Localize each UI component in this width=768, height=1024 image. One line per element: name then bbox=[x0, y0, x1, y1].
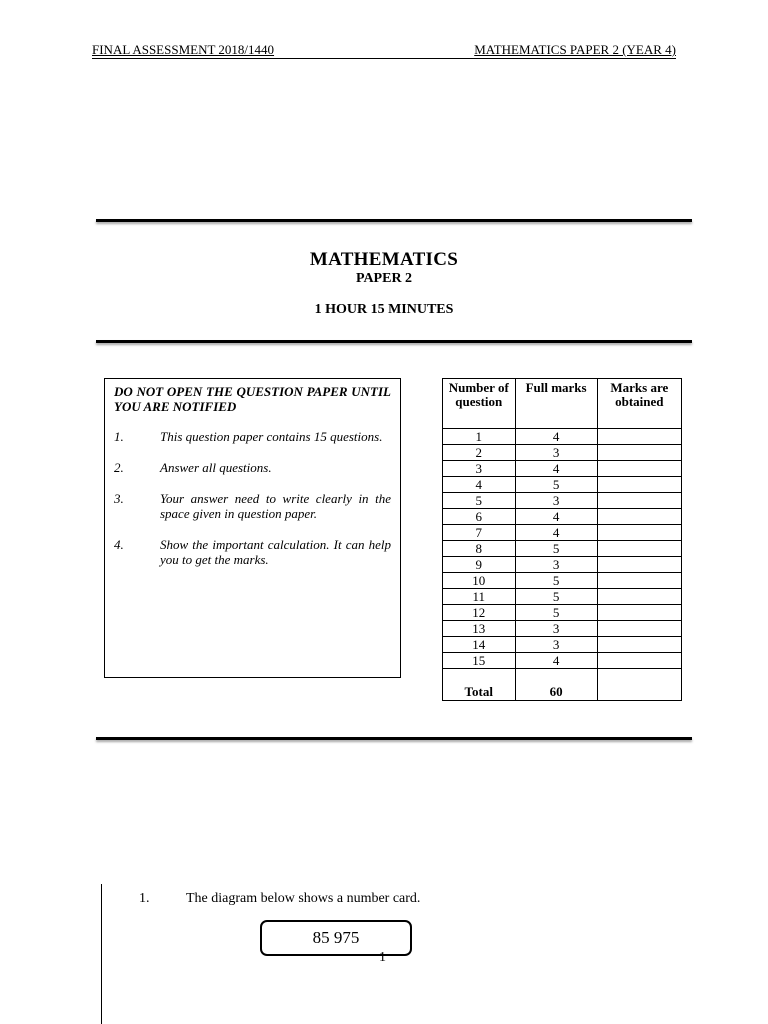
divider-top bbox=[96, 219, 692, 222]
instruction-text: This question paper contains 15 questions. bbox=[160, 429, 383, 444]
full-marks-cell: 3 bbox=[515, 637, 597, 653]
full-marks-cell: 3 bbox=[515, 557, 597, 573]
marks-obtained-cell[interactable] bbox=[597, 605, 681, 621]
full-marks-cell: 4 bbox=[515, 509, 597, 525]
question-text: The diagram below shows a number card. bbox=[186, 891, 421, 906]
full-marks-cell: 3 bbox=[515, 493, 597, 509]
instruction-text: Show the important calculation. It can help you to get the marks. bbox=[160, 537, 391, 567]
instructions-box bbox=[104, 378, 401, 678]
question-number-cell: 6 bbox=[443, 509, 516, 525]
question-number-cell: 10 bbox=[443, 573, 516, 589]
full-marks-cell: 4 bbox=[515, 525, 597, 541]
instruction-item bbox=[114, 537, 391, 567]
question-number-cell: 3 bbox=[443, 461, 516, 477]
header-marks-obtained: Marks are obtained bbox=[597, 379, 681, 429]
table-row bbox=[443, 605, 682, 621]
question-number-cell: 11 bbox=[443, 589, 516, 605]
full-marks-cell: 5 bbox=[515, 605, 597, 621]
total-obtained-cell[interactable] bbox=[597, 669, 681, 701]
total-value: 60 bbox=[515, 669, 597, 701]
table-row bbox=[443, 557, 682, 573]
marks-obtained-cell[interactable] bbox=[597, 557, 681, 573]
instruction-number: 4. bbox=[114, 537, 124, 552]
table-row bbox=[443, 509, 682, 525]
table-row bbox=[443, 525, 682, 541]
question-number-cell: 4 bbox=[443, 477, 516, 493]
instruction-text: Answer all questions. bbox=[160, 460, 272, 475]
question-number-cell: 2 bbox=[443, 445, 516, 461]
question-number-cell: 12 bbox=[443, 605, 516, 621]
margin-line bbox=[101, 884, 102, 1024]
marks-obtained-cell[interactable] bbox=[597, 493, 681, 509]
marks-table-body bbox=[443, 429, 682, 701]
page-number: 1 bbox=[379, 950, 386, 965]
instruction-item bbox=[114, 460, 391, 475]
header-full-marks: Full marks bbox=[515, 379, 597, 429]
divider-bottom bbox=[96, 737, 692, 740]
full-marks-cell: 5 bbox=[515, 573, 597, 589]
marks-obtained-cell[interactable] bbox=[597, 429, 681, 445]
full-marks-cell: 4 bbox=[515, 653, 597, 669]
header-number-of-question: Number of question bbox=[443, 379, 516, 429]
instruction-item bbox=[114, 429, 391, 444]
total-label: Total bbox=[443, 669, 516, 701]
marks-obtained-cell[interactable] bbox=[597, 653, 681, 669]
marks-obtained-cell[interactable] bbox=[597, 637, 681, 653]
full-marks-cell: 3 bbox=[515, 621, 597, 637]
instruction-number: 2. bbox=[114, 460, 124, 475]
question-number-cell: 5 bbox=[443, 493, 516, 509]
marks-obtained-cell[interactable] bbox=[597, 445, 681, 461]
table-row bbox=[443, 637, 682, 653]
table-row bbox=[443, 445, 682, 461]
question-number-cell: 15 bbox=[443, 653, 516, 669]
marks-table-header-row bbox=[443, 379, 682, 429]
instruction-item bbox=[114, 491, 391, 521]
full-marks-cell: 5 bbox=[515, 589, 597, 605]
table-row bbox=[443, 541, 682, 557]
page-header bbox=[92, 42, 676, 59]
question-number-cell: 1 bbox=[443, 429, 516, 445]
table-row bbox=[443, 589, 682, 605]
table-row bbox=[443, 477, 682, 493]
marks-obtained-cell[interactable] bbox=[597, 509, 681, 525]
marks-obtained-cell[interactable] bbox=[597, 461, 681, 477]
table-row bbox=[443, 429, 682, 445]
paper-label: PAPER 2 bbox=[355, 271, 413, 286]
table-row bbox=[443, 621, 682, 637]
table-row bbox=[443, 461, 682, 477]
instruction-number: 1. bbox=[114, 429, 124, 444]
question-number-cell: 7 bbox=[443, 525, 516, 541]
header-right: MATHEMATICS PAPER 2 (YEAR 4) bbox=[474, 42, 676, 57]
marks-obtained-cell[interactable] bbox=[597, 525, 681, 541]
question-number-cell: 13 bbox=[443, 621, 516, 637]
table-row bbox=[443, 653, 682, 669]
header-left: FINAL ASSESSMENT 2018/1440 bbox=[92, 42, 275, 57]
full-marks-cell: 4 bbox=[515, 461, 597, 477]
instruction-number: 3. bbox=[114, 491, 124, 506]
full-marks-cell: 4 bbox=[515, 429, 597, 445]
full-marks-cell: 3 bbox=[515, 445, 597, 461]
full-marks-cell: 5 bbox=[515, 541, 597, 557]
question-number-cell: 9 bbox=[443, 557, 516, 573]
question-number-cell: 14 bbox=[443, 637, 516, 653]
question-number: 1. bbox=[139, 891, 150, 906]
number-card: 85 975 bbox=[260, 920, 412, 956]
subject-title: MATHEMATICS bbox=[309, 249, 459, 270]
marks-obtained-cell[interactable] bbox=[597, 477, 681, 493]
instruction-text: Your answer need to write clearly in the space given in question paper. bbox=[160, 491, 391, 521]
total-row bbox=[443, 669, 682, 701]
table-row bbox=[443, 573, 682, 589]
marks-obtained-cell[interactable] bbox=[597, 589, 681, 605]
marks-obtained-cell[interactable] bbox=[597, 573, 681, 589]
duration-label: 1 HOUR 15 MINUTES bbox=[314, 302, 454, 317]
divider-middle bbox=[96, 340, 692, 343]
marks-obtained-cell[interactable] bbox=[597, 621, 681, 637]
full-marks-cell: 5 bbox=[515, 477, 597, 493]
table-row bbox=[443, 493, 682, 509]
marks-obtained-cell[interactable] bbox=[597, 541, 681, 557]
marks-table bbox=[442, 378, 682, 701]
question-number-cell: 8 bbox=[443, 541, 516, 557]
instructions-heading: DO NOT OPEN THE QUESTION PAPER UNTIL YOU ARE NOTIFIED bbox=[114, 384, 391, 414]
